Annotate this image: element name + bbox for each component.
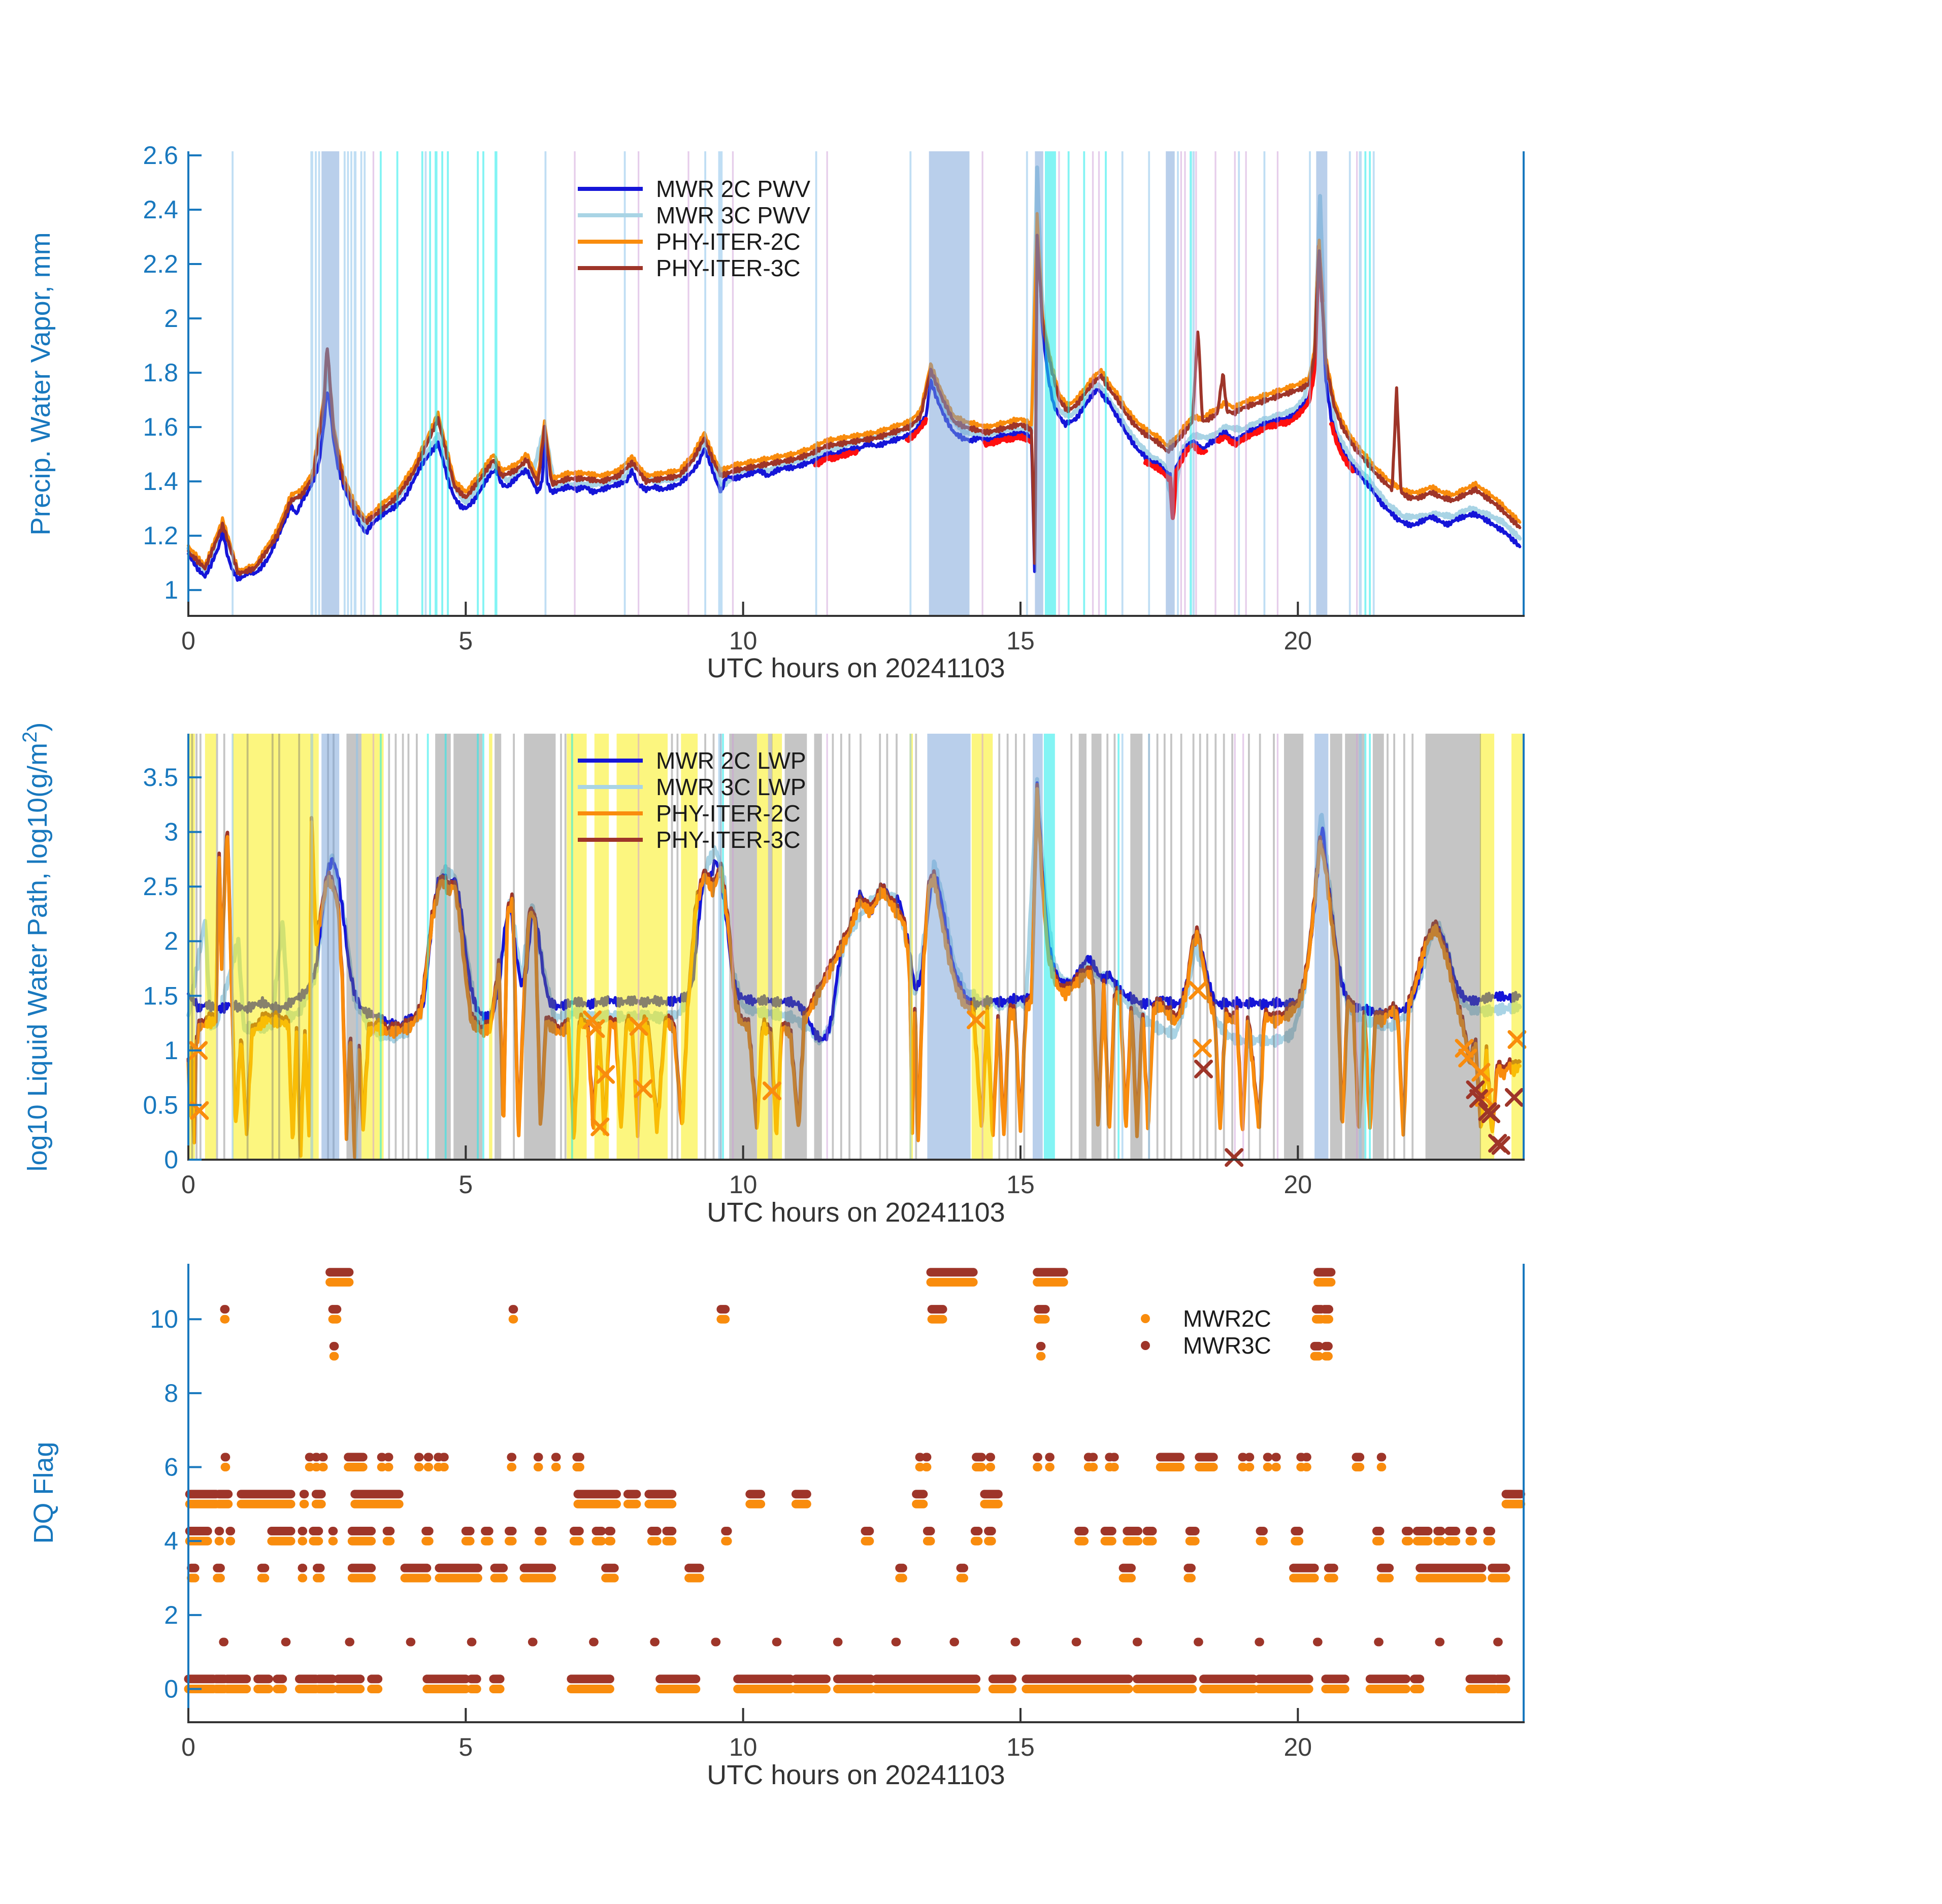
lwp-legend-entry-mwr3c: MWR 3C LWP xyxy=(656,774,806,800)
flag-stripe-gray xyxy=(560,734,562,1160)
flag-stripe-lightblue xyxy=(310,151,313,616)
flag-stripe-gray xyxy=(1199,734,1201,1160)
flag-stripe-lightblue xyxy=(360,151,363,616)
flag-stripe-gray xyxy=(495,734,501,1160)
flag-stripe-violet xyxy=(1277,734,1278,1160)
flag-stripe-gray xyxy=(565,734,567,1160)
flag-stripe-yellow xyxy=(489,734,492,1160)
y-tick-label: 0.5 xyxy=(143,1091,178,1120)
flag-stripe-lightblue xyxy=(1148,734,1150,1160)
y-tick-label: 2.2 xyxy=(143,250,178,279)
flag-stripe-gray xyxy=(1426,734,1481,1160)
flag-stripe-lightblue xyxy=(354,151,357,616)
flag-stripe-cyan xyxy=(482,151,484,616)
flag-stripe-paleblue xyxy=(927,734,970,1160)
flag-stripe-lightblue xyxy=(909,734,911,1160)
flag-stripe-cyan xyxy=(435,151,438,616)
flag-stripe-gray xyxy=(1387,734,1389,1160)
flag-stripe-lightblue xyxy=(1264,151,1266,616)
flag-stripe-gray xyxy=(1130,734,1142,1160)
flag-stripe-paleblue xyxy=(321,151,339,616)
y-tick-label: 8 xyxy=(164,1378,178,1407)
y-tick-label: 4 xyxy=(164,1527,178,1556)
flag-stripe-cyan xyxy=(380,734,382,1160)
flag-stripe-gray xyxy=(1284,734,1303,1160)
flag-stripe-gray xyxy=(1164,734,1166,1160)
flag-stripe-gray xyxy=(402,734,404,1160)
flag-stripe-cyan xyxy=(1044,734,1055,1160)
y-tick-label: 2.6 xyxy=(143,141,178,170)
flag-stripe-gray xyxy=(814,734,822,1160)
dqflag-y-axis-label: DQ Flag xyxy=(28,1441,59,1544)
flag-stripe-cyan xyxy=(1364,734,1366,1160)
y-tick-label: 10 xyxy=(150,1305,178,1334)
flag-stripe-lightblue xyxy=(315,151,317,616)
flag-stripe-gray xyxy=(1106,734,1108,1160)
dqflag-x-axis-label: UTC hours on 20241103 xyxy=(707,1760,1005,1790)
lwp-legend-entry-phyiter3c: PHY-ITER-3C xyxy=(656,827,801,853)
y-tick-label: 1 xyxy=(164,576,178,605)
flag-stripe-gray xyxy=(216,734,218,1160)
flag-stripe-lightblue xyxy=(1349,151,1351,616)
flag-stripe-gray xyxy=(1259,734,1261,1160)
pwv-y-axis-label: Precip. Water Vapor, mm xyxy=(25,232,56,536)
flag-stripe-gray xyxy=(915,734,917,1160)
flag-stripe-gray xyxy=(1170,734,1172,1160)
x-tick-label: 0 xyxy=(181,1170,195,1199)
flag-stripe-cyan xyxy=(477,151,479,616)
x-tick-label: 5 xyxy=(458,627,473,655)
flag-stripe-violet xyxy=(574,151,575,616)
flag-stripe-gray xyxy=(1223,734,1225,1160)
flag-stripe-cyan xyxy=(397,151,399,616)
flag-stripe-lightblue xyxy=(318,151,320,616)
flag-stripe-violet xyxy=(827,734,828,1160)
flag-stripe-gray xyxy=(191,734,193,1160)
y-tick-label: 2 xyxy=(164,1600,178,1629)
flag-stripe-cyan xyxy=(445,734,447,1160)
flag-stripe-violet xyxy=(1242,734,1244,1160)
pwv-legend-entry-mwr2c: MWR 2C PWV xyxy=(656,176,811,202)
flag-stripe-gray xyxy=(1248,734,1250,1160)
y-tick-label: 6 xyxy=(164,1453,178,1482)
flag-stripe-gray xyxy=(860,734,862,1160)
flag-stripe-gray xyxy=(513,734,515,1160)
flag-stripe-gray xyxy=(879,734,881,1160)
flag-stripe-gray xyxy=(272,734,274,1160)
flag-stripe-cyan xyxy=(447,151,449,616)
flag-stripe-violet xyxy=(1180,151,1182,616)
x-tick-label: 10 xyxy=(729,627,758,655)
flag-stripe-gray xyxy=(1070,734,1072,1160)
flag-stripe-violet xyxy=(1234,151,1236,616)
flag-stripe-lightblue xyxy=(310,734,313,1160)
flag-stripe-gray xyxy=(1193,734,1195,1160)
flag-stripe-cyan xyxy=(1083,151,1085,616)
lwp-x-axis-label: UTC hours on 20241103 xyxy=(707,1197,1005,1228)
flag-stripe-paleblue xyxy=(1166,151,1175,616)
flag-stripe-cyan xyxy=(1369,151,1371,616)
flag-stripe-gray xyxy=(408,734,410,1160)
pwv-legend-entry-mwr3c: MWR 3C PWV xyxy=(656,202,811,228)
flag-stripe-lightblue xyxy=(364,151,366,616)
flag-stripe-gray xyxy=(298,734,300,1160)
flag-stripe-paleblue xyxy=(1033,734,1043,1160)
x-tick-label: 15 xyxy=(1006,1733,1035,1761)
flag-stripe-paleblue xyxy=(1314,734,1328,1160)
flag-stripe-gray xyxy=(1373,734,1384,1160)
flag-stripe-lightblue xyxy=(347,151,349,616)
flag-stripe-yellow xyxy=(595,734,609,1160)
y-tick-label: 1.8 xyxy=(143,358,178,387)
flag-stripe-gray xyxy=(346,734,361,1160)
lwp-y-axis-label-superscript: 2 xyxy=(19,731,41,743)
flag-stripe-gray xyxy=(1114,734,1116,1160)
flag-stripe-cyan xyxy=(380,151,382,616)
x-tick-label: 20 xyxy=(1283,1170,1312,1199)
flag-stripe-lightblue xyxy=(1309,151,1311,616)
flag-stripe-cyan xyxy=(477,734,479,1160)
flag-stripe-cyan xyxy=(1045,151,1056,616)
flag-stripe-lightblue xyxy=(344,151,346,616)
flag-stripe-gray xyxy=(886,734,888,1160)
flag-stripe-lightblue xyxy=(1373,151,1375,616)
flag-stripe-gray xyxy=(1411,734,1413,1160)
flag-stripe-gray xyxy=(247,734,249,1160)
flag-stripe-cyan xyxy=(441,151,443,616)
flag-stripe-lightblue xyxy=(1026,151,1028,616)
flag-stripe-violet xyxy=(1356,734,1358,1160)
flag-stripe-violet xyxy=(1214,151,1216,616)
flag-stripe-violet xyxy=(982,734,983,1160)
y-tick-label: 1 xyxy=(164,1036,178,1065)
flag-stripe-lightblue xyxy=(232,151,234,616)
flag-stripe-cyan xyxy=(1190,151,1192,616)
flag-stripe-lightblue xyxy=(1238,151,1240,616)
flag-stripe-lightblue xyxy=(232,734,234,1160)
x-tick-label: 5 xyxy=(458,1170,473,1199)
y-tick-label: 2 xyxy=(164,304,178,333)
pwv-x-axis-label: UTC hours on 20241103 xyxy=(707,653,1005,683)
flag-stripe-violet xyxy=(982,151,983,616)
flag-stripe-gray xyxy=(840,734,842,1160)
flag-stripe-lightblue xyxy=(1122,151,1124,616)
flag-stripe-cyan xyxy=(1068,151,1070,616)
y-tick-label: 1.4 xyxy=(143,467,178,496)
x-tick-label: 10 xyxy=(729,1170,758,1199)
flag-stripe-yellow xyxy=(567,734,586,1160)
flag-stripe-paleblue xyxy=(1035,151,1043,616)
flag-stripe-lightblue xyxy=(356,734,358,1160)
flag-stripe-cyan xyxy=(421,151,423,616)
flag-stripe-gray xyxy=(395,734,397,1160)
y-tick-label: 2.4 xyxy=(143,195,178,224)
flag-stripe-paleblue xyxy=(321,734,339,1160)
flag-stripe-lightblue xyxy=(624,151,626,616)
lwp-y-axis-label xyxy=(19,723,53,1172)
x-tick-label: 20 xyxy=(1283,1733,1312,1761)
flag-stripe-gray xyxy=(1015,734,1017,1160)
flag-stripe-cyan xyxy=(571,734,573,1160)
flag-stripe-gray xyxy=(1330,734,1342,1160)
y-tick-label: 3.5 xyxy=(143,763,178,792)
flag-stripe-gray xyxy=(524,734,555,1160)
flag-stripe-gray xyxy=(1023,734,1025,1160)
x-tick-label: 5 xyxy=(458,1733,473,1761)
flag-stripe-gray xyxy=(1206,734,1208,1160)
x-tick-label: 0 xyxy=(181,1733,195,1761)
flag-stripe-gray xyxy=(1214,734,1216,1160)
flag-stripe-gray xyxy=(200,734,202,1160)
flag-stripe-gray xyxy=(1231,734,1233,1160)
flag-stripe-cyan xyxy=(1369,734,1371,1160)
flag-stripe-gray xyxy=(1273,734,1275,1160)
flag-stripe-violet xyxy=(373,151,374,616)
flag-stripe-cyan xyxy=(1364,151,1366,616)
x-tick-label: 10 xyxy=(729,1733,758,1761)
flag-stripe-gray xyxy=(1007,734,1009,1160)
flag-stripe-violet xyxy=(1092,151,1094,616)
flag-stripe-gray xyxy=(1180,734,1182,1160)
lwp-legend-entry-mwr2c: MWR 2C LWP xyxy=(656,747,806,774)
lwp-y-axis-label-close: ) xyxy=(22,722,53,732)
x-tick-label: 0 xyxy=(181,627,195,655)
flag-stripe-violet xyxy=(1058,151,1060,616)
flag-stripe-cyan xyxy=(482,734,484,1160)
flag-stripe-cyan xyxy=(429,151,431,616)
flag-stripe-lightblue xyxy=(815,151,817,616)
flag-stripe-violet xyxy=(638,151,639,616)
pwv-legend-entry-phyiter3c: PHY-ITER-3C xyxy=(656,255,801,281)
flag-stripe-cyan xyxy=(427,734,429,1160)
flag-stripe-gray xyxy=(1393,734,1395,1160)
flag-stripe-lightblue xyxy=(425,151,427,616)
y-tick-label: 2.5 xyxy=(143,872,178,901)
y-tick-label: 0 xyxy=(164,1675,178,1703)
flag-stripe-cyan xyxy=(1105,151,1107,616)
flag-stripe-gray xyxy=(223,734,225,1160)
flag-stripe-violet xyxy=(1184,151,1186,616)
flag-stripe-lightblue xyxy=(1359,734,1362,1160)
flag-stripe-violet xyxy=(1245,151,1247,616)
y-tick-label: 0 xyxy=(164,1145,178,1174)
lwp-legend-entry-phyiter2c: PHY-ITER-2C xyxy=(656,800,801,827)
y-tick-label: 2 xyxy=(164,927,178,956)
flag-stripe-violet xyxy=(1098,151,1100,616)
flag-stripe-gray xyxy=(998,734,1000,1160)
x-tick-label: 20 xyxy=(1283,627,1312,655)
flag-stripe-violet xyxy=(373,734,374,1160)
y-tick-label: 3 xyxy=(164,817,178,846)
flag-stripe-gray xyxy=(416,734,418,1160)
flag-stripe-gray xyxy=(278,734,280,1160)
y-tick-label: 1.5 xyxy=(143,981,178,1010)
flag-stripe-lightblue xyxy=(1359,151,1362,616)
flag-stripe-gray xyxy=(832,734,834,1160)
flag-stripe-gray xyxy=(1079,734,1087,1160)
flag-stripe-lightblue xyxy=(1193,151,1195,616)
flag-stripe-lightblue xyxy=(909,151,911,616)
flag-stripe-lightblue xyxy=(350,151,352,616)
flag-stripe-paleblue xyxy=(929,151,970,616)
pwv-legend-entry-phyiter2c: PHY-ITER-2C xyxy=(656,228,801,255)
dqflag-legend-entry-mwr3c: MWR3C xyxy=(1183,1332,1271,1359)
flag-stripe-gray xyxy=(1157,734,1159,1160)
flag-stripe-lightblue xyxy=(1148,151,1150,616)
lwp-y-axis-label-main: log10 Liquid Water Path, log10(g/m xyxy=(22,742,53,1172)
flag-stripe-lightblue xyxy=(1122,734,1124,1160)
x-tick-label: 15 xyxy=(1006,1170,1035,1199)
flag-stripe-gray xyxy=(1092,734,1102,1160)
flag-stripe-lightblue xyxy=(545,151,547,616)
flag-stripe-gray xyxy=(896,734,898,1160)
flag-stripe-gray xyxy=(848,734,850,1160)
flag-stripe-violet xyxy=(1277,151,1278,616)
flag-stripe-gray xyxy=(195,734,198,1160)
flag-stripe-gray xyxy=(1403,734,1405,1160)
flag-stripe-violet xyxy=(1234,734,1236,1160)
flag-stripe-paleblue xyxy=(1316,151,1327,616)
x-tick-label: 15 xyxy=(1006,627,1035,655)
flag-stripe-violet xyxy=(827,151,828,616)
flag-stripe-cyan xyxy=(1117,734,1120,1160)
y-tick-label: 1.2 xyxy=(143,521,178,550)
flag-stripe-cyan xyxy=(495,151,498,616)
legend-dot-swatch-darkred xyxy=(1141,1341,1150,1350)
legend-dot-swatch-orange xyxy=(1141,1314,1150,1323)
flag-stripe-gray xyxy=(435,734,451,1160)
flag-stripe-yellow xyxy=(233,734,318,1160)
flag-stripe-lightblue xyxy=(1177,151,1179,616)
dqflag-legend-entry-mwr2c: MWR2C xyxy=(1183,1305,1271,1332)
flag-stripe-violet xyxy=(1356,151,1358,616)
y-tick-label: 1.6 xyxy=(143,413,178,442)
flag-stripe-gray xyxy=(388,734,390,1160)
flag-stripe-yellow xyxy=(205,734,216,1160)
flag-stripe-violet xyxy=(1195,151,1197,616)
